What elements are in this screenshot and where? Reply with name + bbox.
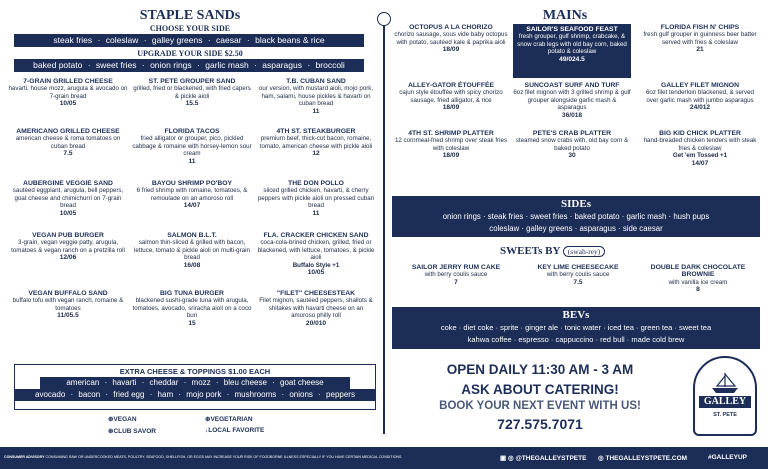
side-item: hush pups [673,212,710,221]
menu-item [392,130,510,160]
separator: · [279,390,287,399]
menu-item-name: AMERICANO GRILLED CHEESE [16,128,120,135]
menu-item-description: chorizo sausage, sous vide baby octopus with potato, sautéed kale & paprika aioli [394,31,508,46]
separator: · [672,323,680,332]
bevs-title: BEVs [562,309,590,321]
separator: · [141,35,149,45]
separator: · [519,224,527,233]
menu-item-description: 3-grain, vegan veggie patty, arugula, tomatoes & vegan ranch on a pretzilla roll [11,239,125,254]
beverage-item: green tea [640,323,673,332]
menu-item [640,130,760,167]
menu-item-description: blackened sushi-grade tuna with arugula, tomatoes, avocado, sriracha aioli on a coco bun [132,297,252,320]
menu-item-price: 49/024.5 [559,55,585,63]
menu-item-extra: Get 'em Tossed +1 [672,152,728,160]
beverage-item: red bull [600,335,625,344]
separator: · [147,390,155,399]
logo-text: GALLEY [699,396,751,408]
menu-item-price: 24/012 [689,104,711,112]
menu-item-price: 21 [696,46,704,54]
menu-item-price: 12/06 [59,254,77,262]
extra-topping: fried egg [113,390,145,399]
menu-item-description: grilled, fried or blackened, with fried capers & pickle aioli [133,85,251,100]
catering-text: ASK ABOUT CATERING! [461,382,619,397]
separator: · [224,390,232,399]
separator: · [244,35,253,45]
menu-item-name: BIG KID CHICK PLATTER [659,130,741,137]
extra-topping: american [66,378,100,387]
separator: · [493,323,501,332]
extras-band-2 [14,389,376,401]
beverage-item: ginger ale [525,323,559,332]
legend-local: ↓LOCAL FAVORITE [205,427,265,434]
menu-item-name: "FILET" CHEESESTEAK [276,290,356,297]
menu-item-price: 10/05 [59,100,77,108]
menu-item-price: 10/05 [307,269,325,277]
beverage-item: sprite [500,323,519,332]
menu-item-price: 18/09 [442,152,460,160]
menu-item-description: buffalo tofu with vegan ranch, romaine & tomatoes [12,297,124,312]
footer-bar [0,447,768,469]
beverage-item: iced tea [607,323,634,332]
menu-item-description: with berry coulis sauce [424,271,488,279]
upgrade-option: baked potato [33,60,83,70]
separator: · [511,335,519,344]
menu-item [8,128,128,158]
menu-item-price: 7 [454,278,458,286]
menu-item-description: premium beef, thick-cut bacon, romaine, tomato, american cheese with pickle aioli [259,135,373,150]
beverage-item: made cold brew [631,335,685,344]
menu-item-description: Filet mignon, sautéed peppers, shallots & shitakes with havarti cheese on an amoroso philly roll [259,297,373,320]
menu-item-price: 15.5 [185,100,199,108]
menu-item-price: 10/05 [59,209,77,217]
separator: · [181,378,189,387]
separator: · [269,378,278,387]
beverage-item: sweet tea [679,323,712,332]
upgrade-option: onion rings [150,60,192,70]
beverage-item: espresso [518,335,549,344]
menu-item-description: fresh gulf grouper in guinness beer batter served with fries & coleslaw [643,31,757,46]
separator: · [619,212,627,221]
menu-item [256,180,376,217]
sweets-title: SWEETs BY (swah-rey) [500,245,605,257]
menu-item-name: 4TH ST. STEAKBURGER [276,128,356,135]
separator: · [68,390,76,399]
extra-topping: cheddar [149,378,179,387]
menu-item-name: VEGAN PUB BURGER [32,232,104,239]
menu-item-description: fried alligator or grouper, pico, pickled cabbage & romaine with horsey-lemon sour cream [132,135,252,158]
menu-item [132,232,252,269]
mains-title: MAINs [542,8,588,23]
menu-item-name: 4TH ST. SHRIMP PLATTER [408,130,494,137]
menu-item-description: salmon thin-sliced & grilled with bacon, lettuce, tomato & pickle aioli on multi-grain bread [134,239,250,262]
separator: · [558,323,565,332]
menu-item-name: BIG TUNA BURGER [160,290,224,297]
menu-item-name: FLA. CRACKER CHICKEN SAND [263,232,369,239]
extra-topping: bacon [78,390,101,399]
side-option: steak fries [53,35,93,45]
social-handle[interactable]: ▣ ◎ @THEGALLEYSTPETE [500,455,587,462]
side-item: sweet fries [530,212,568,221]
separator: · [601,323,608,332]
side-item: side caesar [622,224,663,233]
upgrade-side-label: UPGRADE YOUR SIDE $2.50 [137,49,243,58]
menu-item-name: FLORIDA FISH N' CHIPS [660,24,740,31]
separator: · [205,35,214,45]
menu-item-price: 18/09 [442,46,460,54]
bevs-row-2 [392,335,760,344]
menu-item-price: 36/018 [561,111,583,119]
choose-side-label: CHOOSE YOUR SIDE [149,24,231,33]
menu-item [8,180,128,217]
menu-item [8,290,128,320]
extra-topping: mozz [191,378,211,387]
menu-item-price: 18/09 [442,104,460,112]
sides-row-1 [392,212,760,221]
side-option: coleslaw [105,35,139,45]
separator: · [624,335,632,344]
separator: · [102,378,110,387]
phone-number[interactable]: 727.575.7071 [497,416,583,432]
website-link[interactable]: ◎ THEGALLEYSTPETE.COM [598,455,688,462]
menu-item [520,264,636,286]
logo-sub: ST. PETE [713,412,737,418]
menu-item-price: 11 [312,209,320,217]
extra-topping: mushrooms [234,390,277,399]
menu-item-name: BAYOU SHRIMP PO'BOY [151,180,233,187]
menu-item-price: 8 [696,286,700,294]
separator: · [567,212,575,221]
menu-item [132,180,252,210]
extra-topping: ham [157,390,174,399]
menu-item-description: our version, with mustard aioli, mojo pork, ham, salami, house pickles & havarti on cuban bread [258,85,374,108]
extras-band-1 [40,377,350,389]
separator: · [176,390,184,399]
separator: · [103,390,111,399]
separator: · [615,224,623,233]
hours-text: OPEN DAILY 11:30 AM - 3 AM [446,362,634,377]
menu-item-price: 7.5 [573,278,583,286]
separator: · [523,212,531,221]
separator: · [213,378,221,387]
menu-item [132,128,252,165]
separator: · [480,212,488,221]
legend-vegan: ⊕VEGAN [108,416,137,423]
menu-item [640,24,760,54]
menu-item [132,78,252,108]
menu-item-description: 6 fried shrimp with romaine, tomatoes, & remoulade on an amoroso roll [136,187,248,202]
staple-title: STAPLE SANDs [139,8,241,23]
menu-item-name: ALLEY-GATOR ÉTOUFFÉE [407,82,495,89]
side-item: onion rings [442,212,481,221]
extra-topping: havarti [112,378,137,387]
book-text: BOOK YOUR NEXT EVENT WITH US! [439,400,641,412]
separator: · [593,335,601,344]
menu-item-name: KEY LIME CHEESECAKE [537,264,619,271]
menu-item-description: havarti, house mozz, arugula & avocado on 7-grain bread [8,85,128,100]
menu-item-price: 11/05.5 [57,312,79,320]
extra-topping: avocado [35,390,66,399]
menu-item [398,264,514,286]
menu-item [640,264,756,294]
menu-item-name: FLORIDA TACOS [164,128,220,135]
menu-item-description: fresh grouper, gulf shrimp, crabcake, & snow crab legs with old bay corn, baked potato & coleslaw [517,33,627,56]
menu-item-name: GALLEY FILET MIGNON [660,82,740,89]
menu-item-price: 11 [312,107,320,115]
separator: · [139,60,148,70]
menu-item [8,232,128,262]
menu-item-description: hand-breaded chicken tenders with steak fries & coleslaw [643,137,757,152]
menu-item [392,24,510,54]
menu-item-name: ST. PETE GROUPER SAND [148,78,236,85]
menu-item-description: 6oz filet mignon with 3 grilled shrimp & gulf grouper alongside garlic mash & asparagus [513,89,631,112]
menu-item-name: OCTOPUS A LA CHORIZO [409,24,493,31]
menu-item [513,82,631,119]
menu-item [132,290,252,327]
separator: · [518,323,526,332]
upgrades-band [14,59,364,72]
menu-item-description: cajun style étouffée with spicy chorizo sausage, fried alligator, & rice [399,89,503,104]
extra-topping: bleu cheese [223,378,267,387]
menu-item-name: AUBERGINE VEGGIE SAND [23,180,113,187]
menu-item [392,82,510,112]
beverage-item: cappuccino [555,335,594,344]
sides-row-2 [392,224,760,233]
beverage-item: coke [440,323,457,332]
menu-item [256,128,376,158]
menu-item-description: 6oz filet tenderloin blackened, & served over garlic mash with jumbo asparagus [645,89,754,104]
separator: · [139,378,147,387]
menu-item [256,232,376,276]
upgrade-option: sweet fries [95,60,137,70]
separator: · [194,60,203,70]
extra-topping: mojo pork [186,390,222,399]
beverage-item: tonic water [564,323,602,332]
menu-item-price: 15 [188,319,196,327]
side-option: black beans & rice [255,35,325,45]
menu-item-price: 14/07 [691,159,709,167]
sides-title: SIDEs [561,198,591,210]
upgrade-option: asparagus [262,60,302,70]
menu-item-price: 14/07 [183,202,201,210]
extra-topping: onions [289,390,313,399]
side-item: garlic mash [626,212,667,221]
side-item: steak fries [487,212,524,221]
menu-item [513,24,631,78]
separator: · [95,35,103,45]
menu-item-name: THE DON POLLO [288,180,344,187]
separator: · [251,60,260,70]
separator: · [85,60,93,70]
menu-item-name: T.B. CUBAN SAND [286,78,346,85]
menu-item-extra: Buffalo Style +1 [292,261,340,269]
divider-knot-icon [377,12,391,26]
menu-item [640,82,760,112]
menu-item [513,130,631,160]
menu-item [8,78,128,108]
beverage-item: kahwa coffee [467,335,512,344]
menu-item-description: 12 cornmeal-fried shrimp over steak fries with coleslaw [394,137,508,152]
menu-item-description: steamed snow crabs with, old bay corn & baked potato [515,137,629,152]
menu-item-price: 30 [568,152,576,160]
menu-item-price: 16/08 [183,261,201,269]
separator: · [548,335,556,344]
side-item: coleslaw [489,224,520,233]
menu-item-description: with vanilla ice cream [668,278,728,286]
menu-item-name: DOUBLE DARK CHOCOLATE BROWNIE [650,264,746,279]
menu-item-description: sliced grilled chicken, havarti, & cherry peppers with pickle aioli on pressed cuban bread [257,187,375,210]
separator: · [633,323,641,332]
menu-item-price: 7.5 [63,150,73,158]
bevs-row-1 [392,323,760,332]
side-item: galley greens [526,224,573,233]
menu-item-name: PETE'S CRAB PLATTER [532,130,612,137]
legend-club: ⊛CLUB SAVOR [108,428,156,435]
menu-item-description: american cheese & roma tomatoes on cuban bread [15,135,121,150]
menu-item-price: 12 [312,150,320,158]
legend-vegetarian: ⊕VEGETARIAN [205,416,253,423]
menu-item-description: with berry coulis sauce [546,271,610,279]
hashtag: #GALLEYUP [708,454,748,461]
menu-item-name: VEGAN BUFFALO SAND [28,290,108,297]
extra-topping: peppers [326,390,355,399]
ship-icon [709,372,741,394]
menu-item-name: SAILOR JERRY RUM CAKE [411,264,501,271]
extras-title: EXTRA CHEESE & TOPPINGS $1.00 EACH [119,367,271,376]
side-option: galley greens [151,35,203,45]
extra-topping: goat cheese [280,378,324,387]
upgrade-option: garlic mash [205,60,249,70]
menu-item-price: 11 [188,157,196,165]
menu-item-name: SALMON B.L.T. [167,232,217,239]
beverage-item: diet coke [463,323,494,332]
advisory-text: CONSUMER ADVISORY CONSUMING RAW OR UNDERCOOKED MEATS, POULTRY, SEAFOOD, SHELLFISH, OR EGGS MAY INCREASE YOUR RISK OF FOODBORNE ILLNESS ESPECIALLY IF YOU HAVE CERTAIN MEDICAL CONDITIONS [4,455,402,459]
side-option: caesar [216,35,242,45]
side-item: baked potato [574,212,620,221]
separator: · [666,212,674,221]
sweets-brand: (swah-rey) [563,246,605,257]
galley-logo [693,356,757,436]
menu-item-name: SUNCOAST SURF AND TURF [524,82,620,89]
sides-band [14,34,364,47]
menu-item-description: coca-cola-brined chicken, grilled, fried or blackened, with lettuce, tomatoes, & pickle aioli [257,239,375,262]
separator: · [315,390,324,399]
center-divider [383,14,385,434]
separator: · [572,224,580,233]
separator: · [304,60,313,70]
side-item: asparagus [579,224,616,233]
menu-item-name: SAILOR'S SEAFOOD FEAST [526,26,618,33]
menu-item [256,290,376,327]
upgrade-option: broccoli [315,60,345,70]
menu-item-description: sautéed eggplant, arugula, bell peppers, goat cheese and chimichurri on 7-grain bread [12,187,124,210]
menu-item-price: 20/010 [305,319,327,327]
separator: · [456,323,464,332]
menu-item [256,78,376,115]
menu-item-name: 7-GRAIN GRILLED CHEESE [23,78,113,85]
